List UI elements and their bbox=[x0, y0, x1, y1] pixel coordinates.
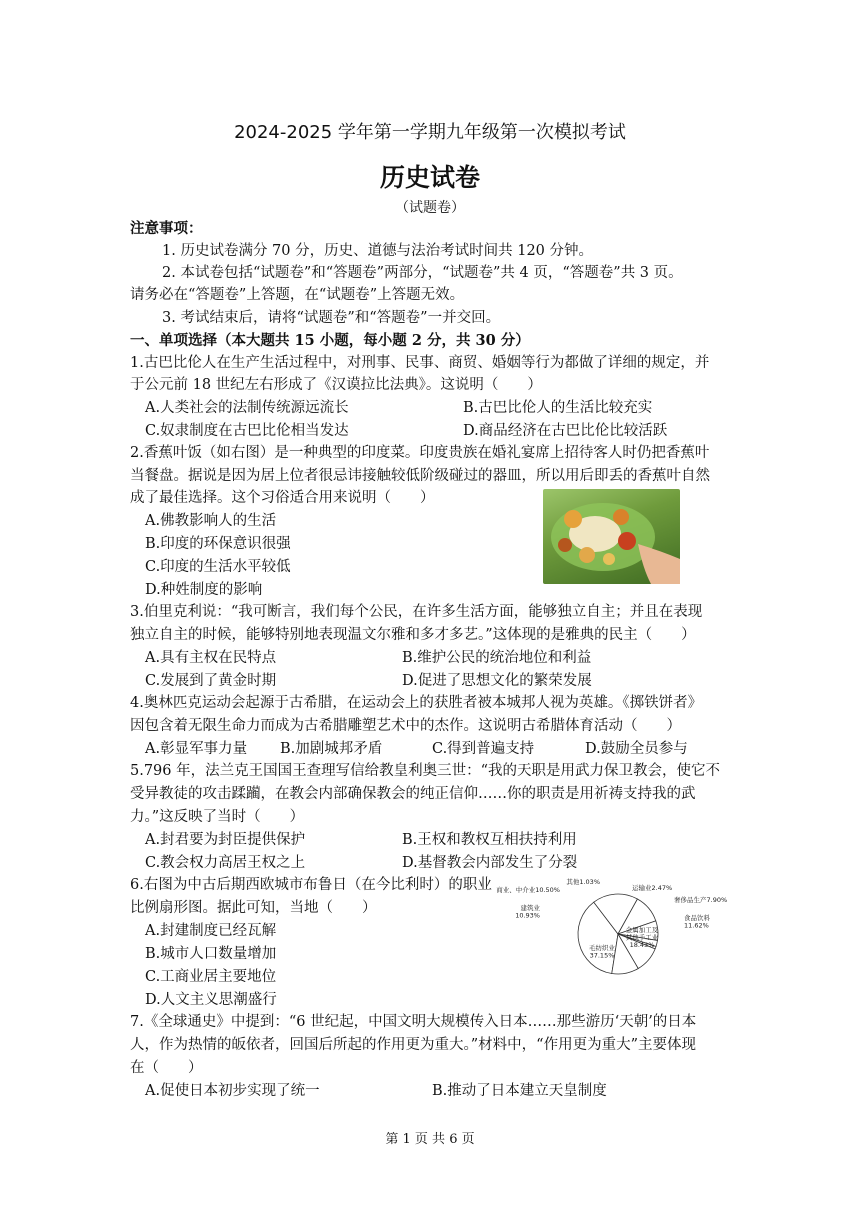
question-option: D.种姓制度的影响 bbox=[145, 582, 263, 598]
question-option: B.推动了日本建立天皇制度 bbox=[432, 1083, 607, 1099]
question-option: A.人类社会的法制传统源远流长 bbox=[145, 400, 349, 416]
question-text: 1.古巴比伦人在生产生活过程中，对刑事、民事、商贸、婚姻等行为都做了详细的规定，并 bbox=[130, 355, 710, 371]
question-text: 当餐盘。据说是因为居上位者很忌讳接触较低阶级碰过的器皿，所以用后即丢的香蕉叶自然 bbox=[130, 468, 710, 484]
question-option: B.城市人口数量增加 bbox=[145, 946, 277, 962]
question-option: D.基督教会内部发生了分裂 bbox=[402, 855, 578, 871]
food-illustration bbox=[543, 489, 680, 584]
notice-item: 3. 考试结束后，请将“试题卷”和“答题卷”一并交回。 bbox=[162, 310, 501, 326]
question-option: C.发展到了黄金时期 bbox=[145, 673, 277, 689]
question-option: B.王权和教权互相扶持利用 bbox=[402, 832, 577, 848]
question-option: B.加剧城邦矛盾 bbox=[280, 741, 383, 757]
pie-label: 商业、中介业10.50% bbox=[496, 886, 560, 894]
pie-label: 建筑业 10.93% bbox=[515, 904, 540, 920]
pie-label: 食品饮料 11.62% bbox=[684, 914, 710, 930]
question-option: D.鼓励全员参与 bbox=[585, 741, 688, 757]
banana-leaf-rice-photo bbox=[543, 489, 680, 584]
question-text: 于公元前 18 世纪左右形成了《汉谟拉比法典》。这说明（ ） bbox=[130, 377, 542, 393]
question-option: A.佛教影响人的生活 bbox=[145, 513, 277, 529]
question-text: 因包含着无限生命力而成为古希腊雕塑艺术中的杰作。这说明古希腊体育活动（ ） bbox=[130, 718, 681, 734]
question-text: 6.右图为中古后期西欧城市布鲁日（在今比利时）的职业 bbox=[130, 877, 492, 893]
question-text: 5.796 年，法兰克王国国王查理写信给教皇利奥三世：“我的天职是用武力保卫教会，使它不 bbox=[130, 763, 721, 779]
question-option: D.商品经济在古巴比伦比较活跃 bbox=[463, 423, 668, 439]
question-option: B.古巴比伦人的生活比较充实 bbox=[463, 400, 653, 416]
pie-label: 运输业2.47% bbox=[632, 884, 673, 892]
notice-item: 请务必在“答题卷”上答题，在“试题卷”上答题无效。 bbox=[130, 287, 465, 303]
question-text: 4.奥林匹克运动会起源于古希腊，在运动会上的获胜者被本城邦人视为英雄。《掷铁饼者》 bbox=[130, 695, 703, 711]
question-option: A.封建制度已经瓦解 bbox=[145, 923, 277, 939]
exam-tag: （试题卷） bbox=[395, 200, 465, 216]
exam-title: 2024-2025 学年第一学期九年级第一次模拟考试 bbox=[234, 122, 626, 143]
question-text: 7.《全球通史》中提到：“6 世纪起，中国文明大规模传入日本……那些游历‘天朝’的日本 bbox=[130, 1014, 697, 1030]
notice-item: 1. 历史试卷满分 70 分，历史、道德与法治考试时间共 120 分钟。 bbox=[162, 243, 594, 259]
question-option: B.印度的环保意识很强 bbox=[145, 536, 291, 552]
exam-subtitle: 历史试卷 bbox=[379, 163, 480, 192]
question-text: 受异教徒的攻击蹂躏，在教会内部确保教会的纯正信仰……你的职责是用祈祷支持我的武 bbox=[130, 786, 696, 802]
question-option: A.封君要为封臣提供保护 bbox=[145, 832, 306, 848]
notice-item: 2. 本试卷包括“试题卷”和“答题卷”两部分，“试题卷”共 4 页，“答题卷”共 3 页。 bbox=[162, 265, 683, 281]
question-text: 人，作为热情的皈依者，回国后所起的作用更为重大。”材料中，“作用更为重大”主要体现 bbox=[130, 1037, 696, 1053]
question-text: 在（ ） bbox=[130, 1060, 203, 1076]
question-text: 独立自主的时候，能够特别地表现温文尔雅和多才多艺。”这体现的是雅典的民主（ ） bbox=[130, 627, 696, 643]
question-text: 2.香蕉叶饭（如右图）是一种典型的印度菜。印度贵族在婚礼宴席上招待客人时仍把香蕉叶 bbox=[130, 445, 710, 461]
occupation-pie-chart bbox=[496, 872, 728, 982]
question-option: C.印度的生活水平较低 bbox=[145, 559, 291, 575]
pie-label: 其他1.03% bbox=[566, 878, 600, 886]
question-option: B.维护公民的统治地位和利益 bbox=[402, 650, 592, 666]
notice-heading: 注意事项： bbox=[130, 220, 203, 237]
page-footer: 第 1 页 共 6 页 bbox=[385, 1132, 475, 1147]
pie-label: 金属加工及其他手工业 18.43% bbox=[625, 926, 659, 949]
pie-label: 毛纺织业 37.15% bbox=[589, 944, 615, 960]
question-text: 3.伯里克利说：“我可断言，我们每个公民，在许多生活方面，能够独立自主；并且在表现 bbox=[130, 604, 703, 620]
question-text: 比例扇形图。据此可知，当地（ ） bbox=[130, 900, 377, 916]
question-option: C.工商业居主要地位 bbox=[145, 969, 277, 985]
question-text: 力。”这反映了当时（ ） bbox=[130, 809, 305, 825]
question-option: D.促进了思想文化的繁荣发展 bbox=[402, 673, 592, 689]
question-text: 成了最佳选择。这个习俗适合用来说明（ ） bbox=[130, 490, 435, 506]
pie-label: 奢侈品生产7.90% bbox=[674, 896, 728, 904]
question-option: C.教会权力高居王权之上 bbox=[145, 855, 306, 871]
section-heading: 一、单项选择（本大题共 15 小题，每小题 2 分，共 30 分） bbox=[130, 332, 530, 349]
question-option: A.促使日本初步实现了统一 bbox=[145, 1083, 320, 1099]
question-option: A.彰显军事力量 bbox=[145, 741, 248, 757]
pie-svg bbox=[496, 872, 728, 982]
question-option: C.奴隶制度在古巴比伦相当发达 bbox=[145, 423, 349, 439]
question-option: D.人文主义思潮盛行 bbox=[145, 992, 277, 1008]
question-option: A.具有主权在民特点 bbox=[145, 650, 277, 666]
question-option: C.得到普遍支持 bbox=[432, 741, 535, 757]
